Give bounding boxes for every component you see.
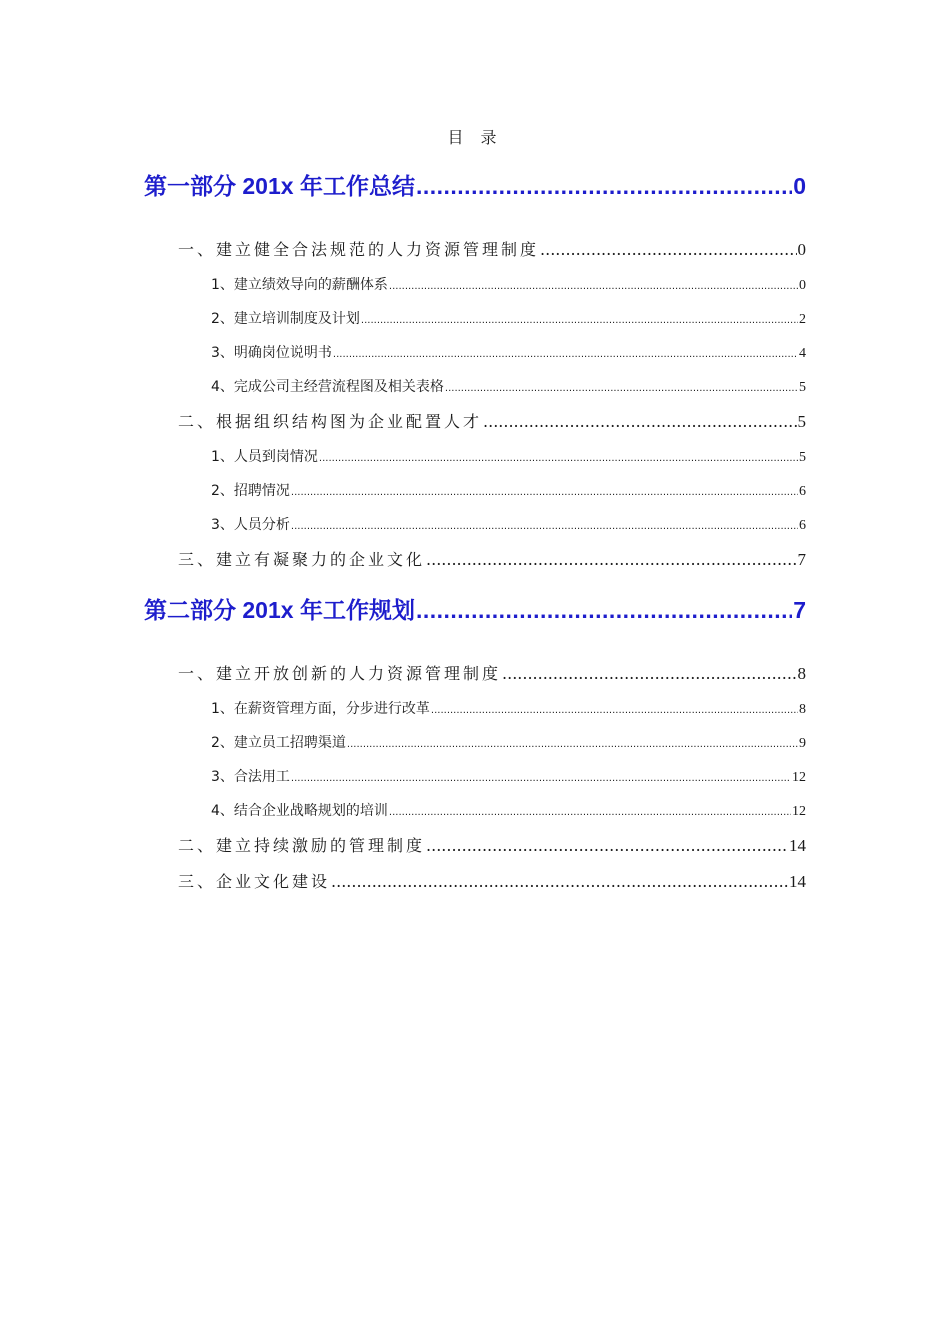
toc-page-number: 0 — [797, 240, 806, 259]
toc-page-number: 12 — [792, 770, 806, 785]
toc-section-title: 二、根据组织结构图为企业配置人才 — [178, 412, 483, 431]
toc-part-title: 第二部分 201x 年工作规划 — [144, 597, 415, 623]
toc-leader-dots — [347, 739, 798, 750]
toc-leader-dots — [291, 487, 798, 498]
toc-page-number: 14 — [789, 872, 806, 891]
toc-page-number: 9 — [799, 736, 806, 751]
toc-item[interactable] — [211, 308, 806, 328]
toc-section[interactable] — [178, 661, 806, 684]
toc-leader-dots — [445, 383, 798, 394]
toc-page-number: 5 — [797, 412, 806, 431]
toc-leader-dots — [416, 173, 792, 200]
toc-page-number: 6 — [799, 518, 806, 533]
toc-item-title: 3、人员分析 — [211, 517, 290, 533]
toc-leader-dots — [361, 315, 798, 326]
toc-item[interactable] — [211, 800, 806, 820]
toc-item-title: 3、明确岗位说明书 — [211, 345, 332, 361]
toc-leader-dots — [426, 550, 796, 569]
toc-section[interactable] — [178, 833, 806, 856]
toc-item[interactable] — [211, 376, 806, 396]
toc-leader-dots — [291, 521, 798, 532]
toc-item-title: 1、人员到岗情况 — [211, 449, 318, 465]
toc-item-title: 2、建立员工招聘渠道 — [211, 735, 346, 751]
toc-page-number: 2 — [799, 312, 806, 327]
toc-page-number: 5 — [799, 450, 806, 465]
toc-page-number: 0 — [793, 173, 806, 199]
toc-section-title: 三、企业文化建设 — [178, 872, 331, 891]
toc-item-title: 3、合法用工 — [211, 769, 290, 785]
toc-part-2[interactable] — [144, 592, 806, 625]
toc-item-title: 4、结合企业战略规划的培训 — [211, 803, 388, 819]
toc-part-title: 第一部分 201x 年工作总结 — [144, 173, 415, 199]
toc-title: 目 录 — [447, 128, 503, 147]
toc-page-number: 8 — [799, 702, 806, 717]
toc-leader-dots — [431, 705, 798, 716]
toc-page-number: 7 — [793, 597, 806, 623]
toc-leader-dots — [426, 836, 788, 855]
toc-section[interactable] — [178, 547, 806, 570]
toc-item[interactable] — [211, 274, 806, 294]
toc-item-title: 1、建立绩效导向的薪酬体系 — [211, 277, 388, 293]
toc-item[interactable] — [211, 342, 806, 362]
toc-section[interactable] — [178, 409, 806, 432]
toc-section[interactable] — [178, 237, 806, 260]
toc-item-title: 1、在薪资管理方面，分步进行改革 — [211, 701, 430, 717]
toc-page-number: 8 — [797, 664, 806, 683]
toc-leader-dots — [331, 872, 788, 891]
toc-section-title: 一、建立健全合法规范的人力资源管理制度 — [178, 240, 540, 259]
toc-leader-dots — [333, 349, 798, 360]
toc-section-title: 二、建立持续激励的管理制度 — [178, 836, 426, 855]
toc-leader-dots — [319, 453, 798, 464]
toc-leader-dots — [483, 412, 796, 431]
toc-part-1[interactable] — [144, 168, 806, 201]
toc-section-title: 三、建立有凝聚力的企业文化 — [178, 550, 426, 569]
toc-item[interactable] — [211, 698, 806, 718]
toc-item-title: 2、建立培训制度及计划 — [211, 311, 360, 327]
toc-leader-dots — [540, 240, 796, 259]
toc-leader-dots — [291, 773, 791, 784]
toc-leader-dots — [502, 664, 796, 683]
toc-leader-dots — [389, 281, 798, 292]
toc-page-number: 7 — [797, 550, 806, 569]
toc-leader-dots — [389, 807, 791, 818]
toc-item[interactable] — [211, 766, 806, 786]
toc-page-number: 4 — [799, 346, 806, 361]
toc-page-number: 5 — [799, 380, 806, 395]
toc-item[interactable] — [211, 446, 806, 466]
toc-item-title: 2、招聘情况 — [211, 483, 290, 499]
toc-item-title: 4、完成公司主经营流程图及相关表格 — [211, 379, 444, 395]
toc-page-number: 14 — [789, 836, 806, 855]
toc-section[interactable] — [178, 869, 806, 892]
toc-page-number: 12 — [792, 804, 806, 819]
toc-item[interactable] — [211, 480, 806, 500]
toc-item[interactable] — [211, 514, 806, 534]
toc-section-title: 一、建立开放创新的人力资源管理制度 — [178, 664, 502, 683]
toc-item[interactable] — [211, 732, 806, 752]
toc-leader-dots — [416, 597, 792, 624]
toc-page-number: 0 — [799, 278, 806, 293]
toc-page-number: 6 — [799, 484, 806, 499]
